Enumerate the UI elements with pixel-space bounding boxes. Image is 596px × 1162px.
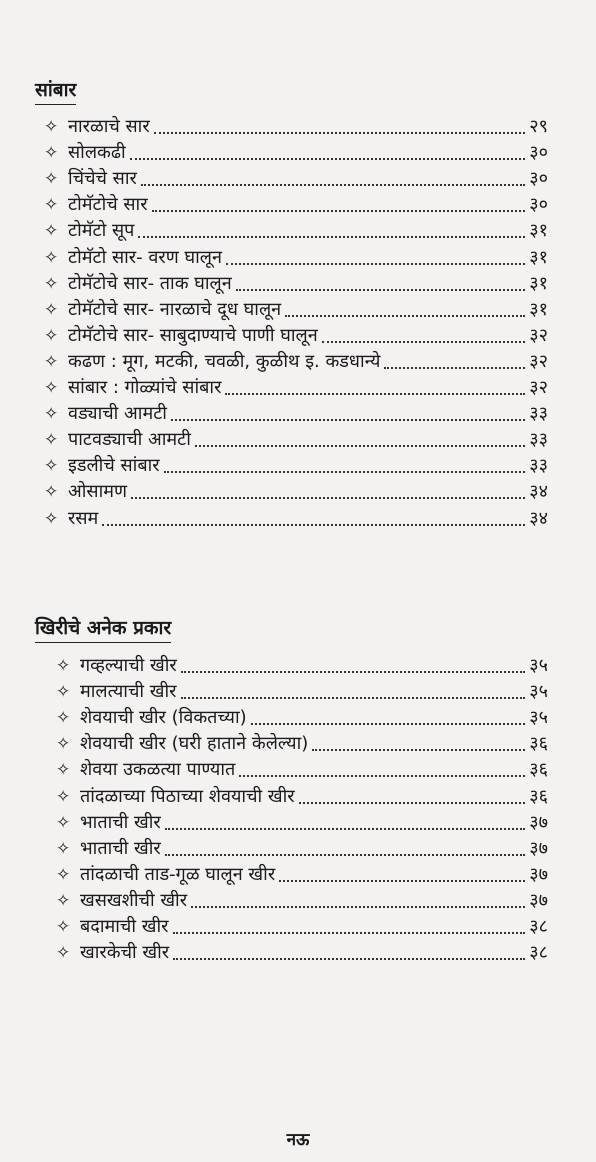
dot-leader (225, 391, 525, 395)
entry-title: टोमॅटो सार- वरण घालून (68, 246, 222, 268)
dot-leader (164, 469, 526, 473)
diamond-bullet-icon: ✧ (44, 456, 59, 477)
diamond-bullet-icon: ✧ (56, 734, 71, 755)
entry-page-number: ३७ (529, 837, 548, 859)
entry-page-number: ३७ (529, 863, 548, 885)
toc-entry (44, 453, 548, 479)
toc-entry (56, 705, 548, 731)
toc-entry (44, 140, 548, 166)
entry-page-number: ३० (529, 168, 548, 190)
entry-page-number: ३२ (529, 324, 548, 346)
entry-title: शेवयाची खीर (विकतच्या) (80, 707, 247, 729)
dot-leader (251, 721, 526, 725)
entry-page-number: ३८ (529, 942, 548, 964)
entry-title: चिंचेचे सार (68, 168, 137, 190)
entry-title: सांबार : गोळ्यांचे सांबार (68, 377, 222, 398)
dot-leader (165, 826, 525, 830)
toc-entry (56, 653, 548, 679)
toc-entry (44, 375, 548, 401)
diamond-bullet-icon: ✧ (44, 195, 59, 216)
entry-page-number: २९ (529, 116, 548, 137)
dot-leader (181, 669, 525, 673)
entry-page-number: ३१ (529, 272, 548, 294)
entry-page-number: ३३ (529, 455, 548, 477)
entry-title: पाटवड्याची आमटी (68, 429, 191, 451)
entry-title: कढण : मूग, मटकी, चवळी, कुळीथ इ. कडधान्ये (68, 350, 381, 372)
diamond-bullet-icon: ✧ (56, 864, 71, 885)
toc-entry (56, 731, 548, 757)
toc-entry (44, 401, 548, 427)
dot-leader (131, 495, 525, 499)
entry-title: गव्हल्याची खीर (80, 655, 177, 676)
entry-page-number: ३१ (529, 246, 548, 268)
toc-entry (56, 757, 548, 783)
dot-leader (165, 852, 525, 856)
diamond-bullet-icon: ✧ (44, 273, 59, 294)
entry-title: नारळाचे सार (68, 116, 150, 137)
toc-entry (44, 427, 548, 453)
entry-page-number: ३० (529, 194, 548, 216)
entry-title: टोमॅटोचे सार (68, 194, 148, 216)
toc-entry (56, 784, 548, 810)
entry-page-number: ३५ (529, 655, 548, 676)
diamond-bullet-icon: ✧ (44, 143, 59, 164)
diamond-bullet-icon: ✧ (44, 378, 59, 398)
dot-leader (152, 208, 526, 212)
entry-title: खारकेची खीर (80, 942, 170, 964)
diamond-bullet-icon: ✧ (56, 812, 71, 833)
entry-title: टोमॅटोचे सार- ताक घालून (68, 272, 232, 294)
entry-page-number: ३२ (529, 377, 548, 398)
entry-title: भाताची खीर (80, 811, 161, 833)
entry-title: टोमॅटोचे सार- साबुदाण्याचे पाणी घालून (68, 324, 318, 346)
dot-leader (279, 878, 525, 882)
diamond-bullet-icon: ✧ (56, 708, 71, 729)
toc-entry (56, 914, 548, 940)
entry-page-number: ३५ (529, 707, 548, 729)
dot-leader (154, 130, 526, 134)
toc-entry (44, 506, 548, 532)
toc-entry (44, 297, 548, 323)
entry-title: इडलीचे सांबार (68, 455, 160, 477)
toc-entry (44, 323, 548, 349)
diamond-bullet-icon: ✧ (44, 508, 59, 529)
diamond-bullet-icon: ✧ (44, 169, 59, 190)
entry-title: टोमॅटो सूप (68, 220, 135, 242)
diamond-bullet-icon: ✧ (56, 760, 71, 781)
section-title-kheer: खिरीचे अनेक प्रकार (35, 614, 171, 643)
dot-leader (236, 287, 526, 291)
entry-title: शेवयाची खीर (घरी हाताने केलेल्या) (80, 733, 309, 755)
dot-leader (312, 747, 525, 751)
diamond-bullet-icon: ✧ (56, 786, 71, 807)
entry-page-number: ३५ (529, 681, 548, 703)
entry-page-number: ३८ (529, 916, 548, 937)
diamond-bullet-icon: ✧ (56, 838, 71, 859)
entry-page-number: ३६ (529, 759, 548, 781)
dot-leader (171, 417, 525, 421)
diamond-bullet-icon: ✧ (44, 482, 59, 503)
page-number-footer: नऊ (286, 1130, 310, 1150)
dot-leader (285, 313, 525, 317)
entry-title: खसखशीची खीर (80, 889, 188, 911)
dot-leader (226, 261, 525, 265)
dot-leader (384, 365, 525, 369)
diamond-bullet-icon: ✧ (44, 351, 59, 372)
entry-title: रसम (68, 507, 99, 529)
dot-leader (173, 930, 526, 934)
diamond-bullet-icon: ✧ (44, 117, 59, 137)
dot-leader (299, 800, 526, 804)
dot-leader (181, 695, 526, 699)
section-title-sambar: सांबार (35, 76, 76, 105)
dot-leader (141, 182, 525, 186)
entry-title: वड्याची आमटी (68, 403, 167, 425)
toc-entry (56, 888, 548, 914)
dot-leader (322, 339, 526, 343)
toc-entry (44, 114, 548, 140)
entry-page-number: ३० (529, 142, 548, 164)
entry-page-number: ३४ (529, 481, 548, 503)
dot-leader (195, 443, 525, 447)
toc-entry (44, 166, 548, 192)
dot-leader (102, 522, 525, 526)
toc-entry (44, 349, 548, 375)
toc-entry (44, 245, 548, 271)
diamond-bullet-icon: ✧ (56, 917, 71, 937)
toc-entry (56, 940, 548, 966)
entry-page-number: ३२ (529, 350, 548, 372)
dot-leader (138, 234, 525, 238)
entry-page-number: ३४ (529, 507, 548, 529)
entry-title: शेवया उकळत्या पाण्यात (80, 759, 236, 781)
diamond-bullet-icon: ✧ (56, 943, 71, 964)
diamond-bullet-icon: ✧ (44, 247, 59, 268)
entry-title: भाताची खीर (80, 837, 161, 859)
toc-entry (44, 271, 548, 297)
diamond-bullet-icon: ✧ (56, 682, 71, 703)
toc-entry (44, 218, 548, 244)
entry-title: ओसामण (68, 481, 128, 503)
toc-entry (56, 679, 548, 705)
entry-page-number: ३७ (529, 811, 548, 833)
entry-page-number: ३१ (529, 220, 548, 242)
toc-entry (56, 862, 548, 888)
dot-leader (173, 956, 525, 960)
diamond-bullet-icon: ✧ (44, 430, 59, 451)
dot-leader (130, 156, 526, 160)
entry-page-number: ३७ (529, 889, 548, 911)
dot-leader (191, 904, 525, 908)
entry-title: तांदळाची ताड-गूळ घालून खीर (80, 863, 276, 885)
entry-page-number: ३३ (529, 403, 548, 425)
entry-title: सोलकढी (68, 142, 126, 164)
entry-title: तांदळाच्या पिठाच्या शेवयाची खीर (80, 785, 295, 807)
toc-entry (56, 836, 548, 862)
diamond-bullet-icon: ✧ (56, 656, 71, 676)
entry-title: बदामाची खीर (80, 916, 169, 937)
entry-page-number: ३३ (529, 429, 548, 451)
entry-title: टोमॅटोचे सार- नारळाचे दूध घालून (68, 298, 282, 320)
diamond-bullet-icon: ✧ (56, 890, 71, 911)
diamond-bullet-icon: ✧ (44, 299, 59, 320)
diamond-bullet-icon: ✧ (44, 325, 59, 346)
diamond-bullet-icon: ✧ (44, 221, 59, 242)
toc-entry (44, 479, 548, 505)
dot-leader (239, 773, 525, 777)
entry-title: मालत्याची खीर (80, 681, 177, 703)
entry-page-number: ३१ (529, 298, 548, 320)
entry-page-number: ३६ (529, 733, 548, 755)
toc-entry (44, 192, 548, 218)
entry-page-number: ३६ (529, 785, 548, 807)
diamond-bullet-icon: ✧ (44, 404, 59, 425)
toc-entry (56, 810, 548, 836)
